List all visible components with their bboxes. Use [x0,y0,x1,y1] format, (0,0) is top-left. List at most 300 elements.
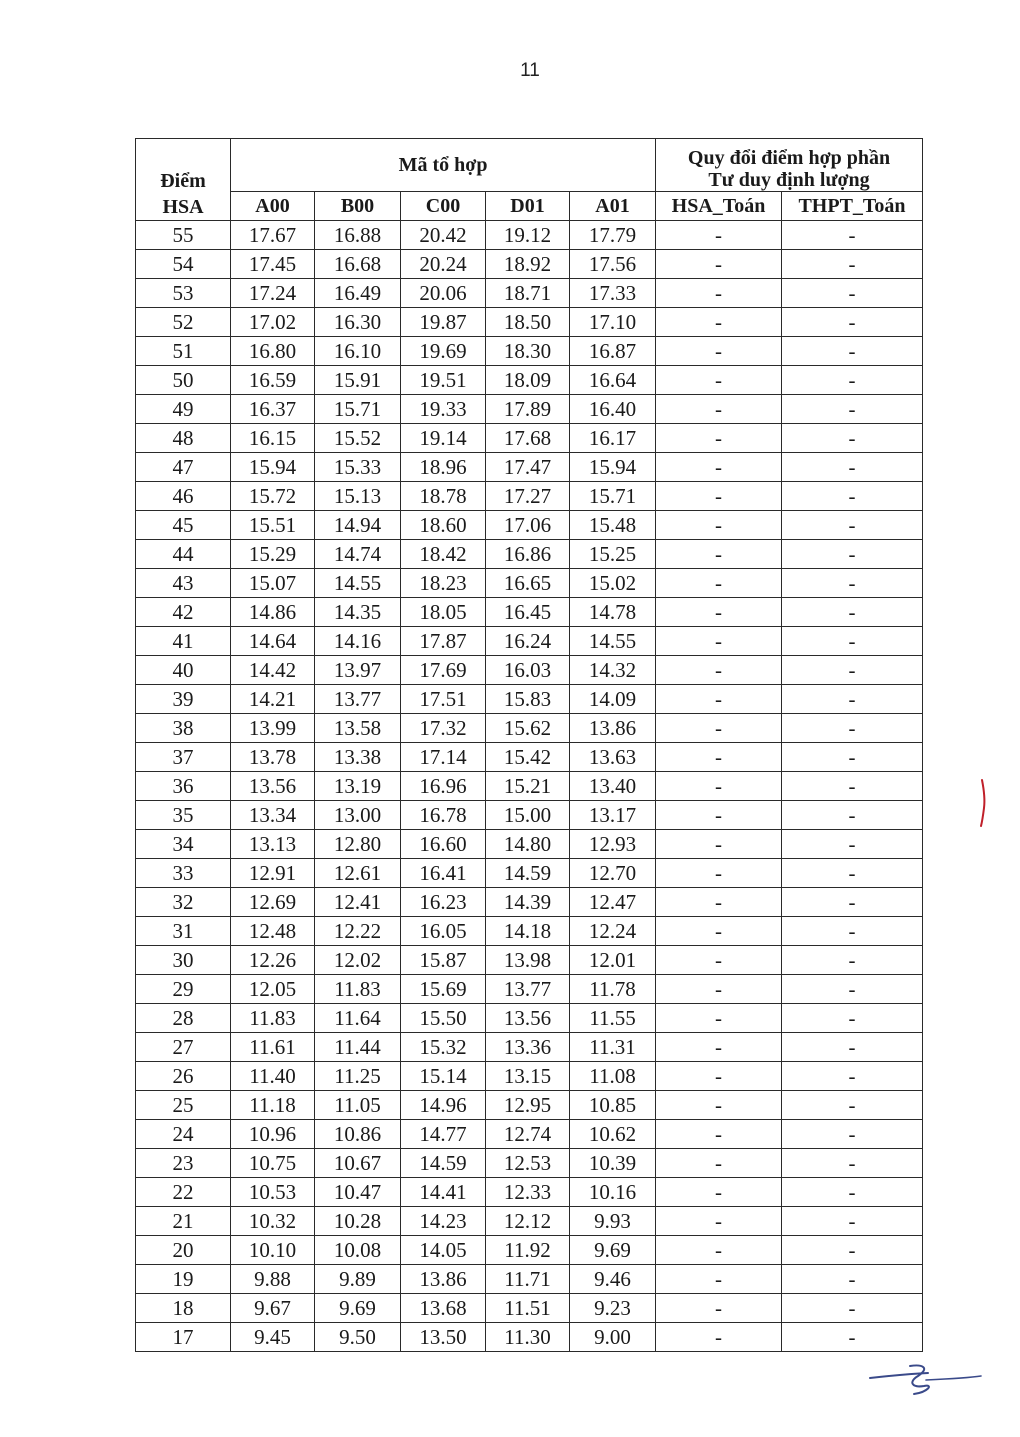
cell-a00: 15.07 [231,569,315,598]
cell-hsa-score: 47 [136,453,231,482]
cell-b00: 14.74 [315,540,401,569]
cell-a01: 13.40 [570,772,656,801]
table-row [136,1149,923,1178]
cell-hsa-toan: - [656,540,782,569]
cell-c00: 17.14 [401,743,486,772]
cell-c00: 14.23 [401,1207,486,1236]
cell-a00: 15.51 [231,511,315,540]
table-row [136,337,923,366]
cell-d01: 15.62 [486,714,570,743]
cell-b00: 14.55 [315,569,401,598]
table-row [136,395,923,424]
cell-hsa-score: 46 [136,482,231,511]
cell-b00: 16.30 [315,308,401,337]
col-header-a00: A00 [231,192,315,221]
cell-hsa-toan: - [656,511,782,540]
hsa-header-line2: HSA [162,196,204,218]
cell-d01: 16.24 [486,627,570,656]
cell-b00: 13.19 [315,772,401,801]
cell-b00: 10.28 [315,1207,401,1236]
cell-hsa-toan: - [656,453,782,482]
cell-hsa-score: 50 [136,366,231,395]
cell-a01: 9.23 [570,1294,656,1323]
cell-d01: 13.15 [486,1062,570,1091]
cell-a00: 13.78 [231,743,315,772]
cell-a00: 9.45 [231,1323,315,1352]
red-pen-mark [978,778,988,828]
cell-a00: 11.40 [231,1062,315,1091]
cell-thpt-toan: - [782,279,923,308]
cell-a00: 17.02 [231,308,315,337]
table-row [136,1004,923,1033]
cell-a00: 17.45 [231,250,315,279]
score-conversion-table [135,138,923,1352]
cell-thpt-toan: - [782,1323,923,1352]
table-row [136,1294,923,1323]
cell-thpt-toan: - [782,1120,923,1149]
cell-a00: 15.72 [231,482,315,511]
cell-hsa-toan: - [656,221,782,250]
cell-a00: 13.99 [231,714,315,743]
cell-thpt-toan: - [782,743,923,772]
cell-d01: 16.45 [486,598,570,627]
cell-c00: 20.06 [401,279,486,308]
cell-hsa-toan: - [656,830,782,859]
cell-a01: 14.09 [570,685,656,714]
cell-hsa-toan: - [656,888,782,917]
cell-thpt-toan: - [782,598,923,627]
cell-hsa-score: 51 [136,337,231,366]
cell-hsa-toan: - [656,772,782,801]
cell-a00: 13.13 [231,830,315,859]
cell-hsa-toan: - [656,656,782,685]
table-row [136,569,923,598]
cell-a00: 17.67 [231,221,315,250]
cell-hsa-score: 55 [136,221,231,250]
table-row [136,1323,923,1352]
cell-hsa-score: 20 [136,1236,231,1265]
cell-a01: 10.16 [570,1178,656,1207]
cell-hsa-toan: - [656,598,782,627]
cell-hsa-score: 27 [136,1033,231,1062]
cell-c00: 17.51 [401,685,486,714]
table-row [136,946,923,975]
cell-hsa-score: 36 [136,772,231,801]
table-row [136,250,923,279]
cell-thpt-toan: - [782,1236,923,1265]
cell-a01: 9.69 [570,1236,656,1265]
cell-hsa-score: 45 [136,511,231,540]
cell-b00: 11.64 [315,1004,401,1033]
cell-hsa-score: 43 [136,569,231,598]
cell-thpt-toan: - [782,250,923,279]
cell-thpt-toan: - [782,1091,923,1120]
col-header-a01: A01 [570,192,656,221]
cell-b00: 11.05 [315,1091,401,1120]
cell-a01: 15.94 [570,453,656,482]
cell-thpt-toan: - [782,946,923,975]
cell-hsa-toan: - [656,1033,782,1062]
cell-thpt-toan: - [782,424,923,453]
cell-b00: 10.08 [315,1236,401,1265]
cell-thpt-toan: - [782,1033,923,1062]
cell-d01: 11.51 [486,1294,570,1323]
cell-a00: 12.26 [231,946,315,975]
cell-a00: 10.75 [231,1149,315,1178]
cell-b00: 16.88 [315,221,401,250]
cell-b00: 15.13 [315,482,401,511]
cell-b00: 13.58 [315,714,401,743]
cell-c00: 13.86 [401,1265,486,1294]
cell-d01: 12.33 [486,1178,570,1207]
cell-b00: 15.33 [315,453,401,482]
cell-d01: 11.71 [486,1265,570,1294]
cell-hsa-score: 54 [136,250,231,279]
cell-hsa-score: 26 [136,1062,231,1091]
cell-hsa-toan: - [656,946,782,975]
cell-c00: 16.23 [401,888,486,917]
cell-d01: 12.12 [486,1207,570,1236]
cell-thpt-toan: - [782,1207,923,1236]
cell-hsa-score: 23 [136,1149,231,1178]
cell-thpt-toan: - [782,975,923,1004]
cell-d01: 17.27 [486,482,570,511]
cell-c00: 15.50 [401,1004,486,1033]
signature-mark [868,1358,983,1398]
cell-thpt-toan: - [782,569,923,598]
cell-thpt-toan: - [782,511,923,540]
cell-a00: 10.53 [231,1178,315,1207]
cell-d01: 15.83 [486,685,570,714]
cell-a00: 14.21 [231,685,315,714]
cell-b00: 11.83 [315,975,401,1004]
cell-b00: 13.77 [315,685,401,714]
cell-hsa-toan: - [656,1004,782,1033]
cell-hsa-score: 28 [136,1004,231,1033]
cell-a00: 12.69 [231,888,315,917]
cell-d01: 13.56 [486,1004,570,1033]
cell-d01: 15.21 [486,772,570,801]
cell-c00: 19.51 [401,366,486,395]
cell-a00: 15.29 [231,540,315,569]
cell-d01: 14.59 [486,859,570,888]
cell-hsa-score: 31 [136,917,231,946]
cell-a01: 12.93 [570,830,656,859]
cell-a01: 17.10 [570,308,656,337]
table-row [136,221,923,250]
cell-a00: 15.94 [231,453,315,482]
cell-d01: 13.77 [486,975,570,1004]
cell-hsa-toan: - [656,1207,782,1236]
table-row [136,1236,923,1265]
cell-hsa-score: 24 [136,1120,231,1149]
cell-b00: 10.67 [315,1149,401,1178]
cell-a01: 12.24 [570,917,656,946]
cell-a00: 14.86 [231,598,315,627]
cell-c00: 15.87 [401,946,486,975]
cell-b00: 16.10 [315,337,401,366]
cell-a01: 16.87 [570,337,656,366]
table-row [136,772,923,801]
cell-a00: 14.42 [231,656,315,685]
cell-d01: 12.53 [486,1149,570,1178]
cell-a00: 16.15 [231,424,315,453]
cell-d01: 18.50 [486,308,570,337]
table-row [136,424,923,453]
cell-b00: 14.94 [315,511,401,540]
cell-hsa-toan: - [656,743,782,772]
cell-b00: 12.22 [315,917,401,946]
cell-hsa-score: 42 [136,598,231,627]
col-header-b00: B00 [315,192,401,221]
cell-thpt-toan: - [782,772,923,801]
cell-b00: 12.61 [315,859,401,888]
cell-d01: 19.12 [486,221,570,250]
cell-hsa-toan: - [656,917,782,946]
cell-thpt-toan: - [782,308,923,337]
cell-a01: 12.47 [570,888,656,917]
conversion-header [656,139,923,192]
cell-a01: 16.64 [570,366,656,395]
col-header-thpt-toan: THPT_Toán [782,192,923,221]
cell-hsa-toan: - [656,250,782,279]
cell-a01: 9.93 [570,1207,656,1236]
cell-thpt-toan: - [782,1004,923,1033]
hsa-header-line1: Điểm [160,170,206,192]
col-header-hsa-toan: HSA_Toán [656,192,782,221]
cell-thpt-toan: - [782,627,923,656]
cell-a01: 9.00 [570,1323,656,1352]
cell-hsa-toan: - [656,1265,782,1294]
cell-a00: 16.80 [231,337,315,366]
cell-d01: 15.42 [486,743,570,772]
cell-b00: 14.35 [315,598,401,627]
cell-hsa-toan: - [656,859,782,888]
cell-thpt-toan: - [782,1062,923,1091]
cell-thpt-toan: - [782,1294,923,1323]
cell-thpt-toan: - [782,917,923,946]
cell-hsa-toan: - [656,1120,782,1149]
cell-hsa-toan: - [656,1236,782,1265]
cell-a01: 13.86 [570,714,656,743]
cell-hsa-toan: - [656,569,782,598]
cell-c00: 18.42 [401,540,486,569]
cell-hsa-score: 48 [136,424,231,453]
cell-d01: 16.86 [486,540,570,569]
cell-hsa-toan: - [656,975,782,1004]
cell-a00: 16.59 [231,366,315,395]
cell-thpt-toan: - [782,801,923,830]
cell-a00: 14.64 [231,627,315,656]
cell-a00: 16.37 [231,395,315,424]
table-row [136,1120,923,1149]
table-row [136,1091,923,1120]
cell-a00: 11.61 [231,1033,315,1062]
cell-a00: 17.24 [231,279,315,308]
cell-d01: 18.30 [486,337,570,366]
table-body [136,221,923,1352]
cell-c00: 15.69 [401,975,486,1004]
cell-d01: 12.95 [486,1091,570,1120]
cell-hsa-toan: - [656,482,782,511]
cell-a01: 16.17 [570,424,656,453]
cell-hsa-score: 38 [136,714,231,743]
cell-b00: 10.86 [315,1120,401,1149]
cell-d01: 16.65 [486,569,570,598]
cell-c00: 16.78 [401,801,486,830]
cell-b00: 15.91 [315,366,401,395]
cell-a00: 11.18 [231,1091,315,1120]
cell-hsa-score: 37 [136,743,231,772]
cell-thpt-toan: - [782,395,923,424]
cell-c00: 14.05 [401,1236,486,1265]
cell-hsa-score: 19 [136,1265,231,1294]
cell-hsa-score: 53 [136,279,231,308]
cell-hsa-score: 25 [136,1091,231,1120]
cell-hsa-toan: - [656,1149,782,1178]
cell-hsa-toan: - [656,685,782,714]
cell-hsa-toan: - [656,1294,782,1323]
cell-a00: 10.10 [231,1236,315,1265]
cell-a00: 12.91 [231,859,315,888]
cell-b00: 9.89 [315,1265,401,1294]
table-row [136,1062,923,1091]
cell-a01: 11.31 [570,1033,656,1062]
cell-b00: 13.38 [315,743,401,772]
cell-a01: 17.56 [570,250,656,279]
cell-a01: 17.33 [570,279,656,308]
cell-thpt-toan: - [782,337,923,366]
cell-hsa-score: 34 [136,830,231,859]
table-row [136,830,923,859]
cell-c00: 18.60 [401,511,486,540]
cell-hsa-toan: - [656,801,782,830]
cell-c00: 17.69 [401,656,486,685]
table-row [136,975,923,1004]
cell-a01: 12.70 [570,859,656,888]
cell-d01: 14.80 [486,830,570,859]
table-row [136,511,923,540]
cell-b00: 15.52 [315,424,401,453]
cell-d01: 18.09 [486,366,570,395]
cell-hsa-toan: - [656,1323,782,1352]
cell-a01: 9.46 [570,1265,656,1294]
table-row [136,1265,923,1294]
cell-a01: 14.78 [570,598,656,627]
cell-d01: 18.92 [486,250,570,279]
cell-a00: 10.32 [231,1207,315,1236]
cell-hsa-score: 21 [136,1207,231,1236]
cell-a01: 11.08 [570,1062,656,1091]
cell-a00: 11.83 [231,1004,315,1033]
cell-c00: 16.05 [401,917,486,946]
cell-d01: 15.00 [486,801,570,830]
cell-b00: 13.97 [315,656,401,685]
cell-d01: 14.18 [486,917,570,946]
cell-thpt-toan: - [782,453,923,482]
cell-a00: 9.88 [231,1265,315,1294]
cell-hsa-score: 30 [136,946,231,975]
cell-c00: 17.87 [401,627,486,656]
cell-c00: 14.77 [401,1120,486,1149]
table-row [136,1207,923,1236]
cell-hsa-toan: - [656,1091,782,1120]
cell-hsa-toan: - [656,366,782,395]
cell-b00: 9.50 [315,1323,401,1352]
cell-d01: 17.47 [486,453,570,482]
cell-c00: 14.96 [401,1091,486,1120]
table-row [136,859,923,888]
hsa-score-header [136,139,231,221]
cell-hsa-score: 33 [136,859,231,888]
cell-hsa-score: 32 [136,888,231,917]
cell-c00: 17.32 [401,714,486,743]
table-row [136,801,923,830]
table-row [136,598,923,627]
conversion-header-line1: Quy đổi điểm hợp phần [687,147,891,169]
table-row [136,1178,923,1207]
cell-c00: 13.68 [401,1294,486,1323]
cell-c00: 13.50 [401,1323,486,1352]
col-header-c00: C00 [401,192,486,221]
cell-hsa-toan: - [656,424,782,453]
cell-hsa-toan: - [656,1062,782,1091]
cell-c00: 19.14 [401,424,486,453]
cell-c00: 19.33 [401,395,486,424]
cell-thpt-toan: - [782,859,923,888]
cell-a01: 15.48 [570,511,656,540]
cell-d01: 11.30 [486,1323,570,1352]
cell-d01: 17.68 [486,424,570,453]
cell-thpt-toan: - [782,888,923,917]
cell-a00: 12.05 [231,975,315,1004]
cell-d01: 13.98 [486,946,570,975]
table-row [136,453,923,482]
cell-a00: 13.56 [231,772,315,801]
table-row [136,1033,923,1062]
cell-a01: 10.62 [570,1120,656,1149]
cell-c00: 18.96 [401,453,486,482]
cell-a01: 11.78 [570,975,656,1004]
cell-c00: 16.96 [401,772,486,801]
table-row [136,279,923,308]
cell-thpt-toan: - [782,1149,923,1178]
cell-a00: 13.34 [231,801,315,830]
cell-thpt-toan: - [782,1265,923,1294]
cell-thpt-toan: - [782,714,923,743]
cell-b00: 16.49 [315,279,401,308]
cell-b00: 10.47 [315,1178,401,1207]
cell-thpt-toan: - [782,656,923,685]
cell-hsa-score: 17 [136,1323,231,1352]
cell-hsa-score: 18 [136,1294,231,1323]
cell-a01: 14.32 [570,656,656,685]
cell-d01: 16.03 [486,656,570,685]
cell-d01: 12.74 [486,1120,570,1149]
cell-hsa-score: 41 [136,627,231,656]
table-row [136,540,923,569]
cell-c00: 18.23 [401,569,486,598]
table-row [136,685,923,714]
cell-a00: 10.96 [231,1120,315,1149]
header-row-top [136,139,923,192]
cell-c00: 16.41 [401,859,486,888]
cell-thpt-toan: - [782,482,923,511]
combination-code-header: Mã tổ hợp [231,139,656,192]
cell-b00: 9.69 [315,1294,401,1323]
page-number: 11 [520,60,540,81]
cell-a01: 14.55 [570,627,656,656]
